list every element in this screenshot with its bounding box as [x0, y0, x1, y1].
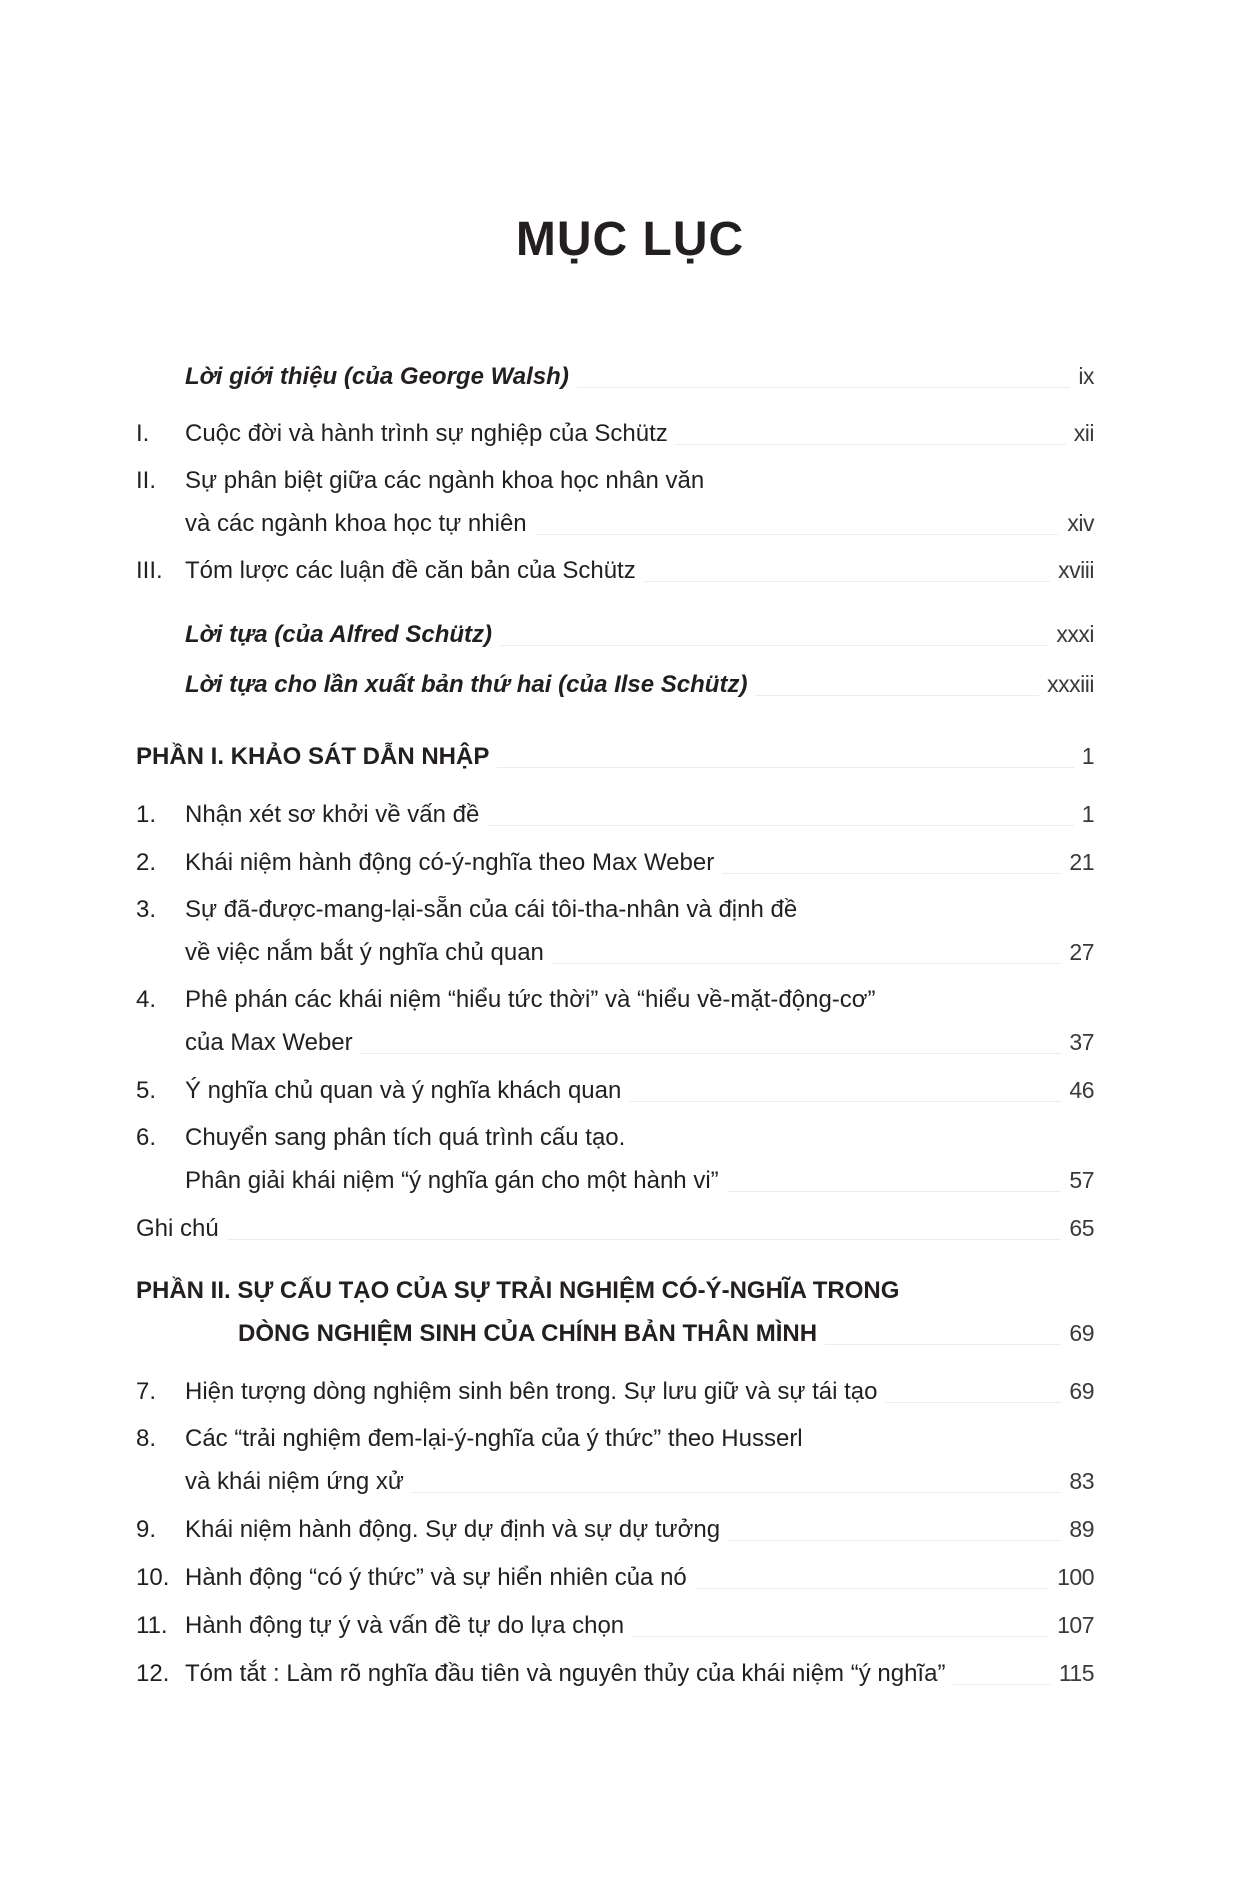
entry-title: và các ngành khoa học tự nhiên — [185, 510, 527, 537]
entry-number: III. — [136, 557, 163, 584]
entry-title: Cuộc đời và hành trình sự nghiệp của Schütz — [185, 420, 668, 447]
entry-title: Phân giải khái niệm “ý nghĩa gán cho một hành vi” — [185, 1167, 719, 1194]
entry-title: Hành động “có ý thức” và sự hiển nhiên của nó — [185, 1564, 687, 1591]
page-number: 69 — [1069, 1320, 1094, 1346]
entry-number: 9. — [136, 1516, 157, 1543]
leader-line — [644, 581, 1050, 582]
entry-title: Nhận xét sơ khởi về vấn đề — [185, 801, 480, 828]
toc-entry[interactable] — [136, 1069, 1094, 1111]
entry-number: 3. — [136, 896, 157, 923]
toc-entry[interactable] — [136, 889, 1094, 973]
page-number: 1 — [1081, 743, 1094, 769]
entry-title: Chuyển sang phân tích quá trình cấu tạo. — [185, 1124, 626, 1151]
toc-entry[interactable] — [136, 613, 1094, 655]
toc-entry[interactable] — [136, 412, 1094, 454]
entry-number: 2. — [136, 849, 157, 876]
leader-line — [577, 387, 1071, 388]
leader-line — [755, 695, 1039, 696]
toc-entry[interactable] — [136, 1207, 1094, 1249]
leader-line — [885, 1402, 1061, 1403]
entry-number: 10. — [136, 1564, 170, 1591]
entry-title: Hiện tượng dòng nghiệm sinh bên trong. Sự lưu giữ và sự tái tạo — [185, 1378, 878, 1405]
entry-number: 4. — [136, 986, 157, 1013]
leader-line — [361, 1053, 1062, 1054]
toc-entry[interactable] — [136, 1604, 1094, 1646]
entry-title: Tóm lược các luận đề căn bản của Schütz — [185, 557, 636, 584]
entry-title: về việc nắm bắt ý nghĩa chủ quan — [185, 939, 544, 966]
entry-number: I. — [136, 420, 150, 447]
leader-line — [727, 1191, 1062, 1192]
leader-line — [953, 1684, 1050, 1685]
page-title: MỤC LỤC — [515, 213, 745, 266]
page-number: xiv — [1067, 510, 1094, 536]
leader-line — [552, 963, 1062, 964]
entry-title: và khái niệm ứng xử — [185, 1468, 404, 1495]
leader-line — [695, 1588, 1049, 1589]
toc-entry[interactable] — [136, 1652, 1094, 1694]
toc-entry[interactable] — [136, 979, 1094, 1063]
leader-line — [722, 873, 1061, 874]
toc-entry[interactable] — [136, 1508, 1094, 1550]
toc-entry[interactable] — [136, 1370, 1094, 1412]
page-number: xxxiii — [1047, 671, 1094, 697]
entry-number: 11. — [136, 1612, 168, 1639]
entry-title: Ghi chú — [136, 1215, 219, 1242]
leader-line — [497, 767, 1073, 768]
leader-line — [227, 1239, 1062, 1240]
entry-title: DÒNG NGHIỆM SINH CỦA CHÍNH BẢN THÂN MÌNH — [238, 1320, 818, 1347]
entry-title: Lời tựa cho lần xuất bản thứ hai (của Ilse Schütz) — [185, 671, 748, 698]
leader-line — [676, 444, 1066, 445]
toc-entry[interactable] — [136, 1418, 1094, 1502]
entry-title: Hành động tự ý và vấn đề tự do lựa chọn — [185, 1612, 625, 1639]
toc-entry[interactable] — [136, 841, 1094, 883]
entry-number: 12. — [136, 1660, 170, 1687]
entry-number: 6. — [136, 1124, 157, 1151]
page-number: 1 — [1081, 801, 1094, 827]
toc-entry[interactable] — [136, 663, 1094, 705]
entry-number: 5. — [136, 1077, 157, 1104]
page-number: 115 — [1058, 1660, 1094, 1686]
entry-number: 7. — [136, 1378, 157, 1405]
entry-title: Sự đã-được-mang-lại-sẵn của cái tôi-tha-nhân và định đề — [185, 896, 798, 923]
page-number: 107 — [1057, 1612, 1094, 1638]
entry-title: Lời tựa (của Alfred Schütz) — [185, 621, 493, 648]
leader-line — [487, 825, 1073, 826]
leader-line — [728, 1540, 1061, 1541]
entry-title: Khái niệm hành động có-ý-nghĩa theo Max Weber — [185, 849, 715, 876]
entry-title: PHẦN II. SỰ CẤU TẠO CỦA SỰ TRẢI NGHIỆM CÓ-Ý-NGHĨA TRONG — [136, 1277, 900, 1304]
page-number: ix — [1078, 363, 1094, 389]
entry-title: Sự phân biệt giữa các ngành khoa học nhân văn — [185, 467, 705, 494]
page-number: 89 — [1069, 1516, 1094, 1542]
toc-entry[interactable] — [136, 1117, 1094, 1201]
leader-line — [632, 1636, 1049, 1637]
entry-number: 8. — [136, 1425, 157, 1452]
page-number: 100 — [1057, 1564, 1094, 1590]
entry-number: II. — [136, 467, 157, 494]
entry-title: Khái niệm hành động. Sự dự định và sự dự tưởng — [185, 1516, 721, 1543]
entry-number: 1. — [136, 801, 157, 828]
entry-title: Lời giới thiệu (của George Walsh) — [185, 363, 569, 390]
page-number: 69 — [1069, 1378, 1094, 1404]
leader-line — [535, 534, 1060, 535]
entry-title: PHẦN I. KHẢO SÁT DẪN NHẬP — [136, 743, 490, 770]
toc-entry[interactable] — [136, 549, 1094, 591]
page-number: xviii — [1058, 557, 1094, 583]
page-number: 27 — [1069, 939, 1094, 965]
page-number: 65 — [1069, 1215, 1094, 1241]
toc-entry[interactable] — [136, 1270, 1094, 1354]
toc-entry[interactable] — [136, 735, 1094, 777]
leader-line — [500, 645, 1048, 646]
entry-title: Phê phán các khái niệm “hiểu tức thời” và “hiểu về-mặt-động-cơ” — [185, 986, 876, 1013]
toc-entry[interactable] — [136, 460, 1094, 544]
page-number: 37 — [1069, 1029, 1094, 1055]
toc-entry[interactable] — [136, 355, 1094, 397]
page-number: 21 — [1069, 849, 1094, 875]
leader-line — [412, 1492, 1062, 1493]
entry-title: Các “trải nghiệm đem-lại-ý-nghĩa của ý thức” theo Husserl — [185, 1425, 803, 1452]
entry-title: của Max Weber — [185, 1029, 353, 1056]
page-number: xxxi — [1056, 621, 1094, 647]
entry-title: Tóm tắt : Làm rõ nghĩa đầu tiên và nguyên thủy của khái niệm “ý nghĩa” — [185, 1660, 946, 1687]
page-number: xii — [1073, 420, 1094, 446]
page-number: 83 — [1069, 1468, 1094, 1494]
toc-entry[interactable] — [136, 793, 1094, 835]
leader-line — [825, 1344, 1061, 1345]
entry-title: Ý nghĩa chủ quan và ý nghĩa khách quan — [185, 1077, 622, 1104]
leader-line — [629, 1101, 1061, 1102]
page-number: 57 — [1069, 1167, 1094, 1193]
toc-entry[interactable] — [136, 1556, 1094, 1598]
page-number: 46 — [1069, 1077, 1094, 1103]
